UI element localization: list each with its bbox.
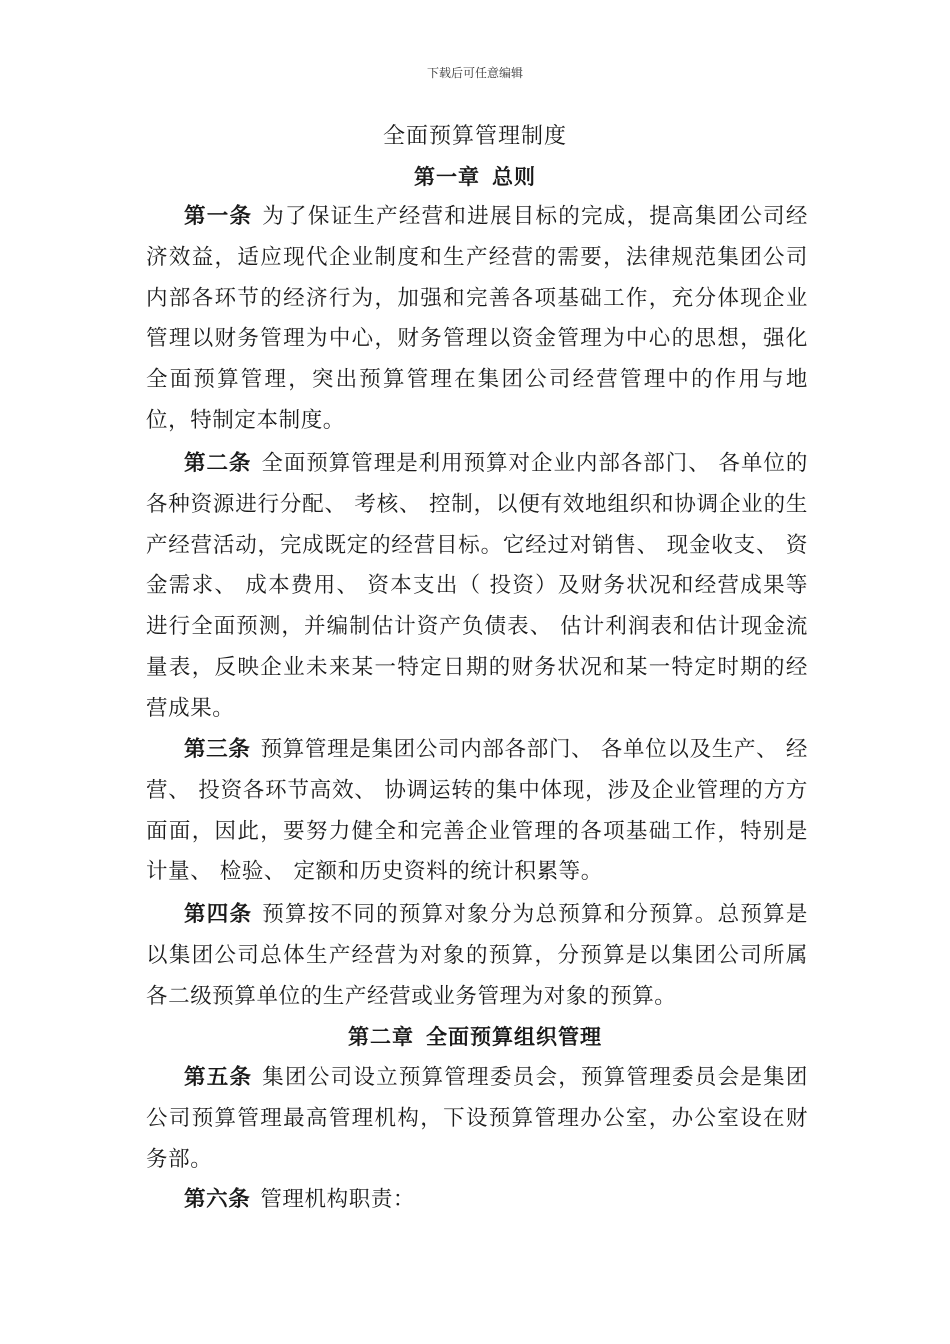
article-label: 第四条 bbox=[184, 902, 253, 927]
article-label: 第三条 bbox=[184, 737, 251, 762]
article-text: 集团公司设立预算管理委员会，预算管理委员会是集团公司预算管理最高管理机构，下设预算管理办公室，办公室设在财务部。 bbox=[146, 1065, 808, 1172]
article-1 bbox=[146, 197, 808, 442]
chapter-name: 全面预算组织管理 bbox=[426, 1025, 602, 1049]
article-text: 预算按不同的预算对象分为总预算和分预算。总预算是以集团公司总体生产经营为对象的预算，分预算是以集团公司所属各二级预算单位的生产经营或业务管理为对象的预算。 bbox=[146, 902, 808, 1009]
article-text: 为了保证生产经营和进展目标的完成，提高集团公司经济效益，适应现代企业制度和生产经营的需要，法律规范集团公司内部各环节的经济行为，加强和完善各项基础工作，充分体现企业管理以财务管理为中心，财务管理以资金管理为中心的思想，强化全面预算管理，突出预算管理在集团公司经营管理中的作用与地位，特制定本制度。 bbox=[146, 204, 808, 433]
article-text: 管理机构职责： bbox=[260, 1187, 416, 1212]
article-5 bbox=[146, 1058, 808, 1180]
chapter-number: 第二章 bbox=[348, 1025, 414, 1049]
chapter-heading-1 bbox=[0, 161, 950, 193]
article-4 bbox=[146, 895, 808, 1017]
chapter-heading-2 bbox=[0, 1021, 950, 1053]
article-label: 第六条 bbox=[184, 1187, 251, 1212]
article-6 bbox=[146, 1180, 808, 1221]
article-label: 第一条 bbox=[184, 204, 253, 229]
chapter-number: 第一章 bbox=[414, 165, 480, 189]
chapter-name: 总则 bbox=[492, 165, 536, 189]
article-text: 预算管理是集团公司内部各部门、 各单位以及生产、 经营、 投资各环节高效、 协调运转的集中体现，涉及企业管理的方方面面，因此，要努力健全和完善企业管理的各项基础工作，特别是计量、 检验、 定额和历史资料的统计积累等。 bbox=[146, 737, 808, 885]
article-text: 全面预算管理是利用预算对企业内部各部门、 各单位的各种资源进行分配、 考核、 控制，以便有效地组织和协调企业的生产经营活动，完成既定的经营目标。它经过对销售、 现金收支、 资金需求、 成本费用、 资本支出（ 投资）及财务状况和经营成果等进行全面预测，并编制估计资产负债表、 估计利润表和估计现金流量表，反映企业未来某一特定日期的财务状况和某一特定时期的经营成果。 bbox=[146, 451, 808, 721]
article-label: 第五条 bbox=[184, 1065, 253, 1090]
document-title: 全面预算管理制度 bbox=[382, 124, 567, 149]
article-2 bbox=[146, 444, 808, 730]
page-header-note: 下载后可任意编辑 bbox=[426, 66, 523, 80]
article-3 bbox=[146, 730, 808, 893]
article-label: 第二条 bbox=[184, 451, 252, 476]
